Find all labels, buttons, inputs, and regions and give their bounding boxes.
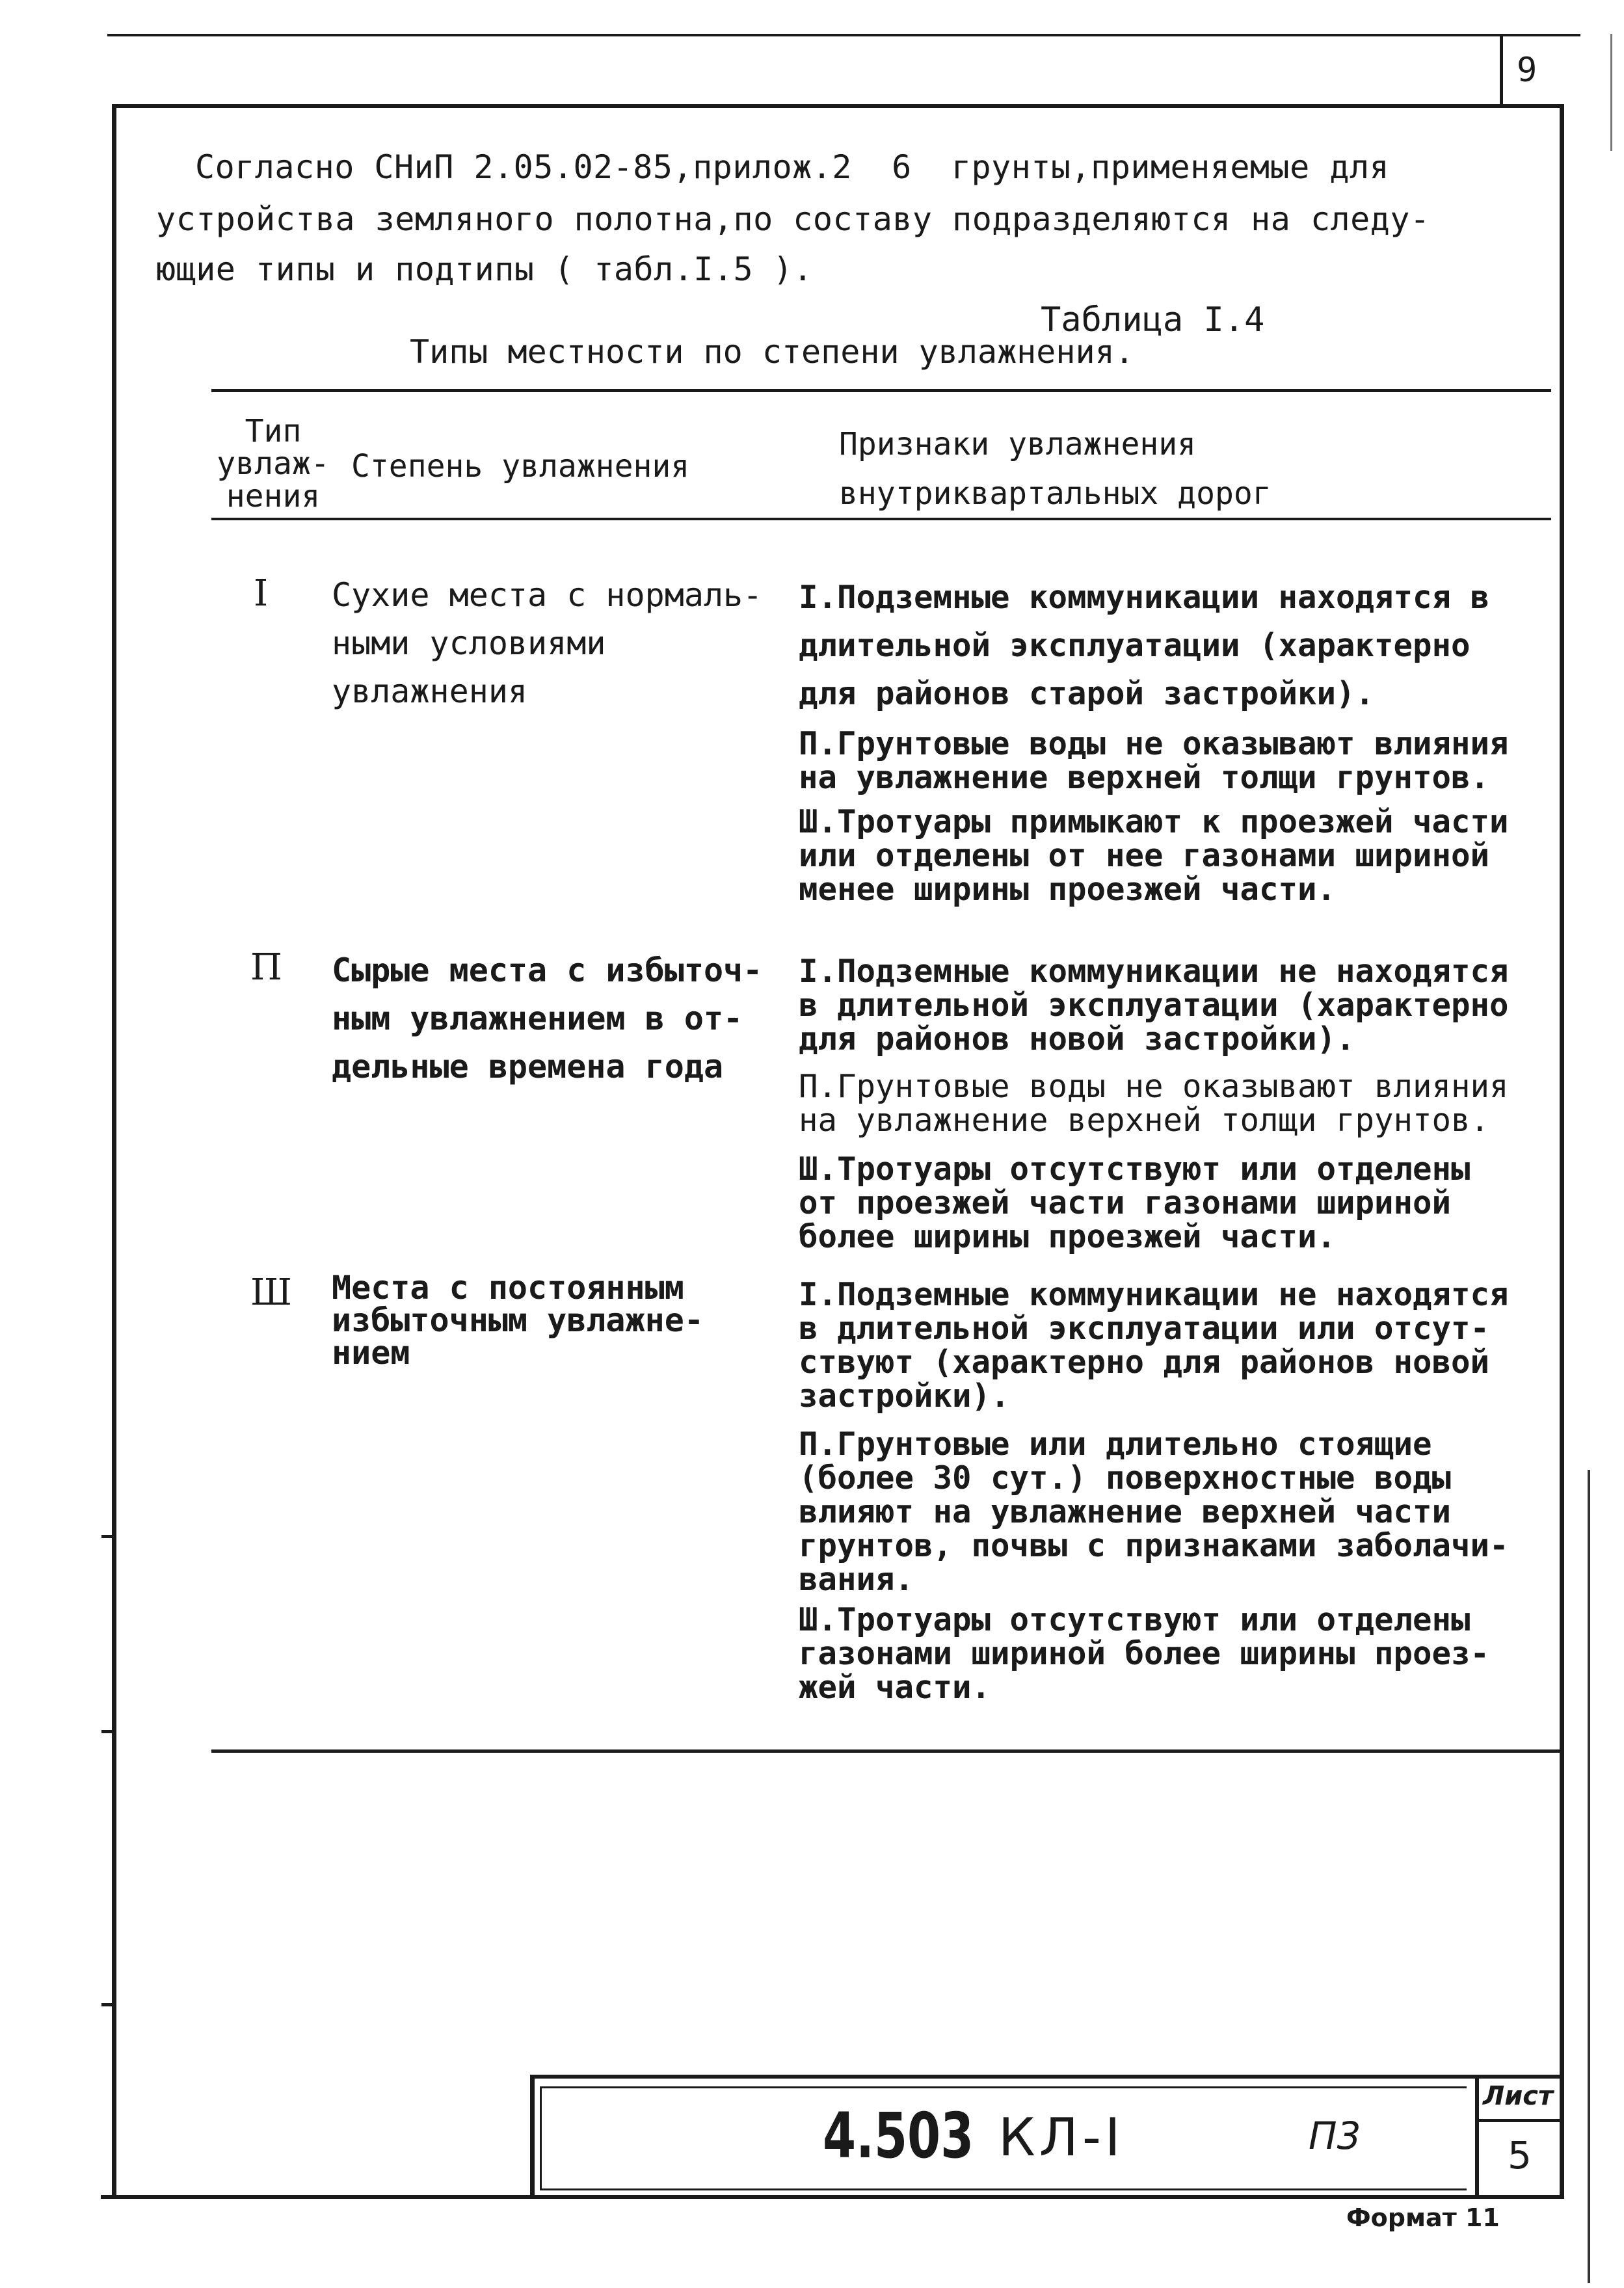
table-header-rule — [211, 518, 1551, 520]
intro-line: ющие типы и подтипы ( табл.I.5 ). — [156, 250, 813, 288]
row-degree: Сырые места с избыточ- ным увлажнением в от- дельные времена года — [332, 951, 763, 1085]
row-type: Ш — [250, 1271, 292, 1314]
row-sign: Ш.Тротуары отсутствуют или отделены газонами шириной более ширины проез- жей части. — [799, 1601, 1490, 1706]
row-sign: I.Подземные коммуникации находятся в длительной эксплуатации (характерно для районов старой застройки). — [799, 579, 1490, 712]
row-sign: I.Подземные коммуникации не находятся в длительной эксплуатации или отсут- ствуют (характерно для районов новой застройки). — [799, 1276, 1509, 1415]
row-sign: I.Подземные коммуникации не находятся в длительной эксплуатации (характерно для районов новой застройки). — [799, 953, 1509, 1058]
row-degree: Сухие места с нормаль- ными условиями увлажнения — [332, 576, 763, 710]
margin-tick — [101, 1535, 113, 1538]
table-bottom-rule — [211, 1749, 1561, 1753]
page-number: 9 — [1517, 51, 1537, 90]
row-sign: Ш.Тротуары отсутствуют или отделены от проезжей части газонами шириной более ширины проезжей части. — [799, 1151, 1471, 1255]
frame-top — [112, 104, 1562, 108]
frame-right — [1560, 104, 1564, 2198]
scan-edge-mark — [1588, 1470, 1590, 2283]
header-signs: Признаки увлажнения внутриквартальных дорог — [839, 426, 1271, 512]
row-sign: П.Грунтовые или длительно стоящие (более 30 сут.) поверхностные воды влияют на увлажнение верхней части грунтов, почвы с признаками заболачи- вания. — [799, 1426, 1509, 1598]
table-title: Типы местности по степени увлажнения. — [410, 333, 1134, 371]
intro-line: устройства земляного полотна,по составу подразделяются на следу- — [156, 200, 1430, 238]
frame-left — [112, 104, 116, 2198]
table-top-rule — [211, 389, 1551, 392]
header-type: Тип увлаж- нения — [217, 413, 330, 514]
row-sign: П.Грунтовые воды не оказывают влияния на увлажнение верхней толщи грунтов. — [799, 1068, 1509, 1139]
row-sign: П.Грунтовые воды не оказывают влияния на увлажнение верхней толщи грунтов. — [799, 725, 1509, 796]
row-type: I — [254, 572, 269, 615]
scan-edge-mark — [1610, 34, 1612, 151]
header-degree: Степень увлажнения — [351, 448, 690, 485]
document-code: 4.503 — [823, 2099, 974, 2172]
row-degree: Места с постоянным избыточным увлажне- нием — [332, 1269, 704, 1372]
album-mark: П3 — [1309, 2114, 1361, 2158]
sheet-box-divider — [1475, 2119, 1564, 2122]
sheet-label: Лист — [1483, 2081, 1554, 2111]
table-number: Таблица I.4 — [1041, 300, 1265, 339]
sheet-box-left — [1475, 2075, 1479, 2198]
row-type: П — [250, 946, 282, 989]
document-series: КЛ-I — [998, 2107, 1125, 2168]
title-block-top — [530, 2075, 1564, 2079]
format-label: Формат 11 — [1346, 2203, 1500, 2232]
row-sign: Ш.Тротуары примыкают к проезжей части или отделены от нее газонами шириной менее ширины проезжей части. — [799, 803, 1509, 908]
sheet-number: 5 — [1508, 2133, 1532, 2177]
intro-line: Согласно СНиП 2.05.02-85,прилож.2 6 грунты,применяемые для — [195, 148, 1390, 186]
title-block-left — [530, 2075, 535, 2198]
margin-tick — [101, 1730, 113, 1733]
top-rule — [107, 34, 1580, 36]
page-number-box-border — [1500, 34, 1503, 107]
margin-tick — [101, 2003, 113, 2006]
frame-bottom — [101, 2195, 1564, 2199]
